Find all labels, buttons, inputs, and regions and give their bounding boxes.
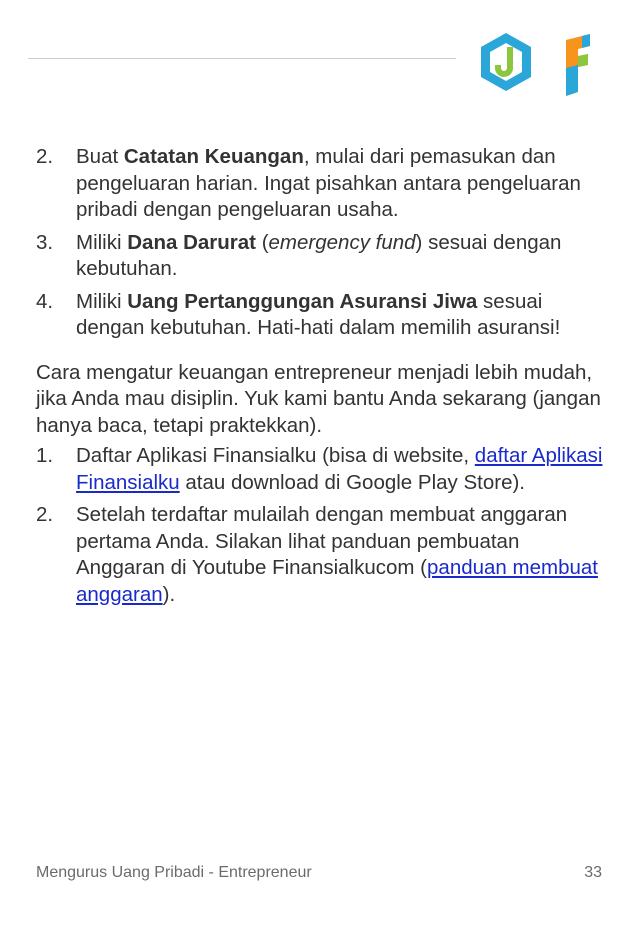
list-text (76, 289, 610, 342)
list-text (76, 443, 610, 496)
text-segment: Buat (76, 145, 124, 168)
text-segment: Daftar Aplikasi Finansialku (bisa di website, (76, 444, 475, 467)
body-paragraph: Cara mengatur keuangan entrepreneur menjadi lebih mudah, jika Anda mau disiplin. Yuk kami bantu Anda sekarang (jangan hanya baca, tetapi praktekkan). (36, 360, 601, 437)
signup-link[interactable]: daftar Aplikasi Finansialku (76, 444, 603, 494)
list-item (36, 502, 610, 608)
budget-guide-link[interactable]: panduan membuat anggaran (76, 556, 598, 606)
text-segment: Miliki (76, 289, 128, 313)
footer-title: Mengurus Uang Pribadi - Entrepreneur (36, 864, 312, 881)
list-text (76, 230, 610, 283)
page-number: 33 (584, 864, 602, 881)
text-segment: sesuai dengan kebutuhan. Hati-hati dalam memilih asuransi! (76, 289, 561, 339)
jurnal-logo-icon (476, 30, 536, 94)
list-number: 3. (36, 230, 54, 254)
text-segment: ) sesuai dengan kebutuhan. (76, 230, 562, 280)
text-segment: ( (256, 230, 269, 254)
page-footer (36, 864, 602, 882)
text-segment: Miliki (76, 230, 128, 254)
list-number: 2. (36, 503, 54, 526)
text-segment: Setelah terdaftar mulailah dengan membuat anggaran pertama Anda. Silakan lihat panduan pembuatan Anggaran di Youtube Finansialkucom ( (76, 503, 568, 579)
content (36, 144, 610, 614)
list-number: 2. (36, 145, 54, 168)
list-item (36, 289, 610, 342)
list-text (76, 144, 610, 224)
bold-term: Catatan Keuangan (123, 145, 304, 168)
header-rule (28, 58, 456, 59)
list-item (36, 230, 610, 283)
finansialku-logo-icon (560, 34, 596, 96)
bold-term: Dana Darurat (127, 230, 256, 254)
text-segment: , mulai dari pemasukan dan pengeluaran harian. Ingat pisahkan antara pengeluaran pribadi dengan pengeluaran usaha. (76, 145, 581, 221)
italic-term: emergency fund (268, 230, 416, 254)
list-item (36, 144, 610, 224)
bold-term: Uang Pertanggungan Asuransi Jiwa (127, 289, 478, 313)
list-number: 1. (36, 444, 54, 467)
list-number: 4. (36, 289, 54, 313)
list-item (36, 443, 610, 496)
text-segment: ). (162, 582, 176, 606)
text-segment: atau download di Google Play Store). (179, 470, 525, 494)
list-text (76, 502, 610, 608)
